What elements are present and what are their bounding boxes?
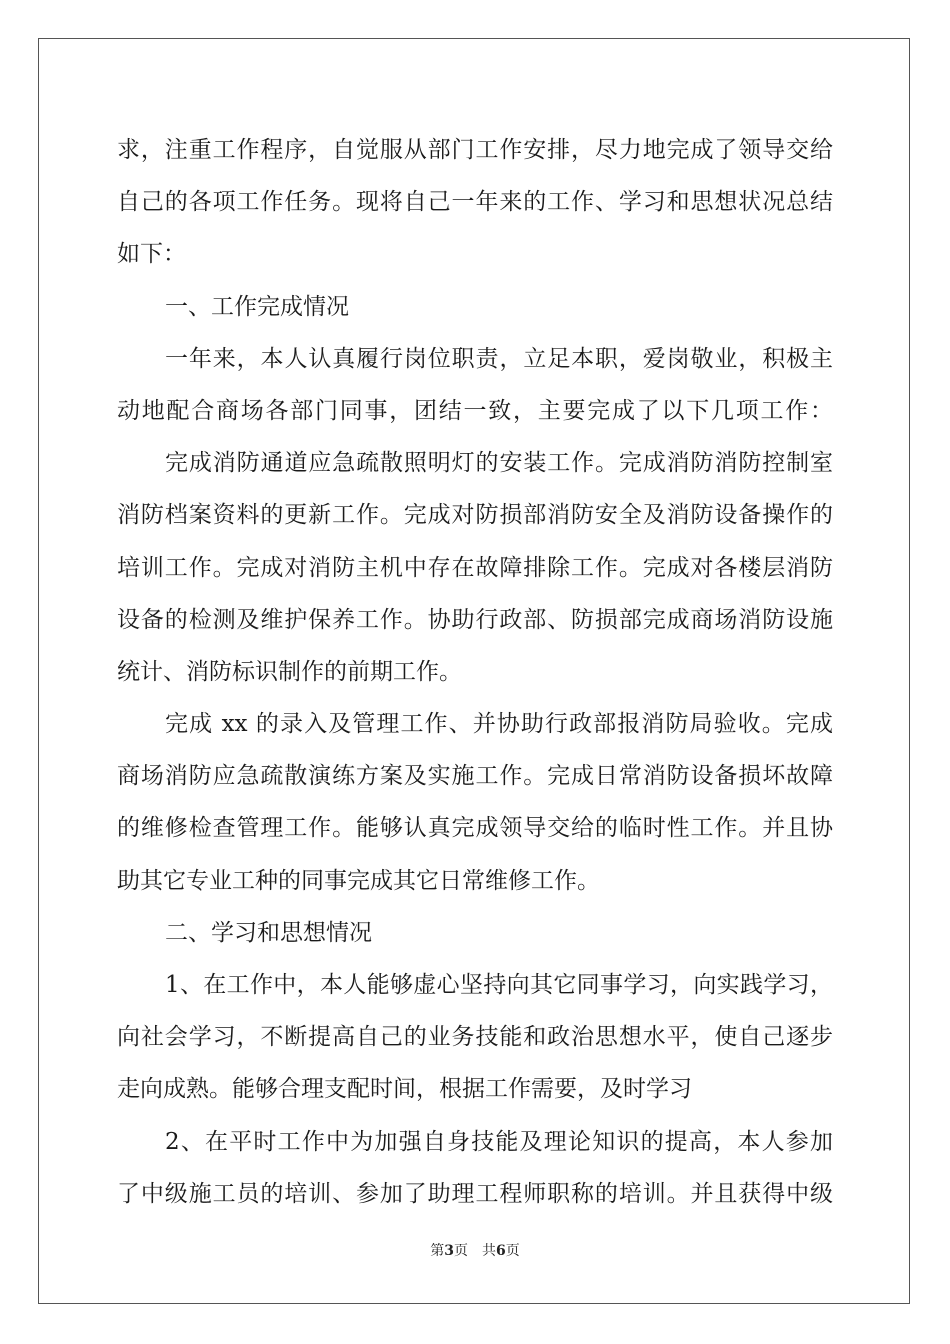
paragraph-line: 自己的各项工作任务。现将自己一年来的工作、学习和思想状况总结 xyxy=(117,189,833,216)
paragraph-line: 2、在平时工作中为加强自身技能及理论知识的提高，本人参加 xyxy=(165,1128,833,1155)
paragraph-line: 设备的检测及维护保养工作。协助行政部、防损部完成商场消防设施 xyxy=(117,606,833,633)
total-pages: 6 xyxy=(496,1243,506,1259)
paragraph-line: 1、在工作中，本人能够虚心坚持向其它同事学习，向实践学习， xyxy=(165,972,833,998)
paragraph-line: 统计、消防标识制作的前期工作。 xyxy=(117,658,462,685)
paragraph-line: 的维修检查管理工作。能够认真完成领导交给的临时性工作。并且协 xyxy=(117,815,833,842)
paragraph-line: 走向成熟。能够合理支配时间，根据工作需要，及时学习 xyxy=(117,1076,692,1103)
page-label-prefix: 第 xyxy=(430,1243,445,1259)
page-label-suffix: 页 xyxy=(454,1243,468,1259)
section-heading: 二、学习和思想情况 xyxy=(165,919,372,946)
paragraph-line: 培训工作。完成对消防主机中存在故障排除工作。完成对各楼层消防 xyxy=(117,554,833,581)
total-label-prefix: 共 xyxy=(482,1243,496,1259)
paragraph-line: 向社会学习，不断提高自己的业务技能和政治思想水平，使自己逐步 xyxy=(117,1024,833,1051)
paragraph-line: 求，注重工作程序，自觉服从部门工作安排，尽力地完成了领导交给 xyxy=(117,137,833,163)
paragraph-line: 完成消防通道应急疏散照明灯的安装工作。完成消防消防控制室 xyxy=(165,450,833,477)
page-number: 3 xyxy=(444,1243,454,1259)
paragraph-line: 动地配合商场各部门同事，团结一致，主要完成了以下几项工作： xyxy=(117,397,833,424)
page-footer xyxy=(0,1240,950,1260)
document-body xyxy=(117,124,833,1220)
section-heading: 一、工作完成情况 xyxy=(165,293,349,320)
total-label-suffix: 页 xyxy=(505,1243,520,1259)
paragraph-line: 了中级施工员的培训、参加了助理工程师职称的培训。并且获得中级 xyxy=(117,1180,833,1207)
paragraph-line: 一年来，本人认真履行岗位职责，立足本职，爱岗敬业，积极主 xyxy=(165,345,833,372)
paragraph-line: 助其它专业工种的同事完成其它日常维修工作。 xyxy=(117,867,600,894)
paragraph-line: 商场消防应急疏散演练方案及实施工作。完成日常消防设备损坏故障 xyxy=(117,763,833,790)
paragraph-line: 消防档案资料的更新工作。完成对防损部消防安全及消防设备操作的 xyxy=(117,502,833,529)
paragraph-line: 完成 xx 的录入及管理工作、并协助行政部报消防局验收。完成 xyxy=(165,711,833,738)
paragraph-line: 如下： xyxy=(117,241,186,268)
